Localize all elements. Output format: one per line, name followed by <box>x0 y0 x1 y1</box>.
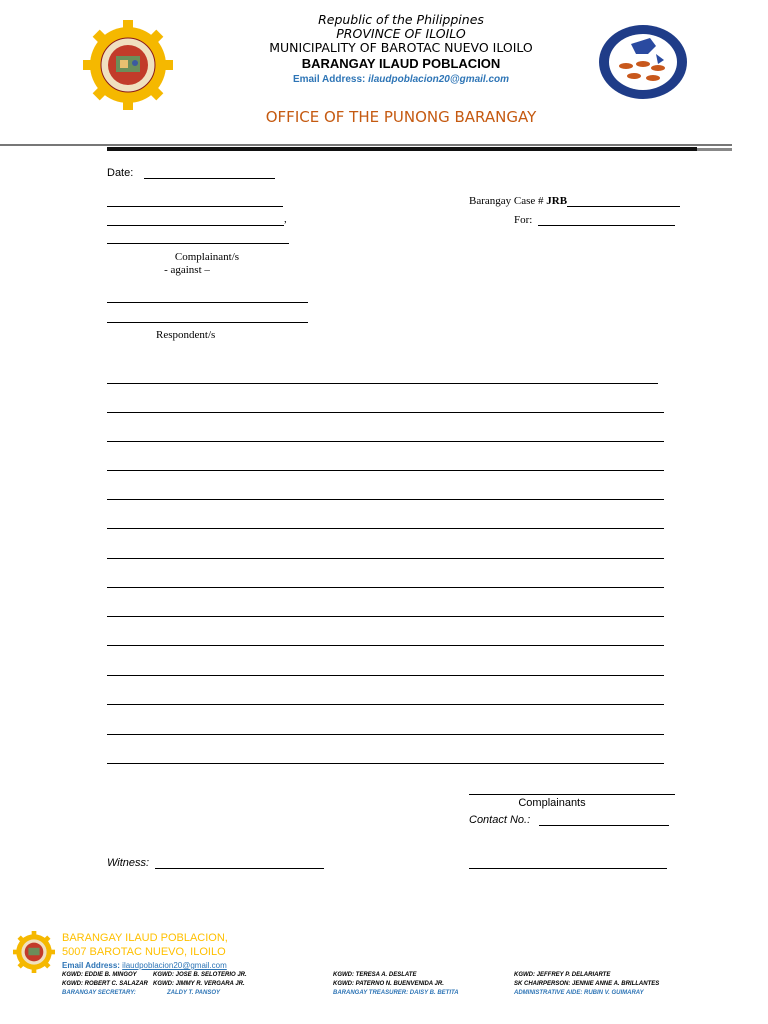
header-divider-tail <box>697 148 732 151</box>
narrative-line[interactable] <box>107 734 664 735</box>
date-field[interactable] <box>144 166 275 179</box>
footer-email <box>62 961 227 970</box>
header-email <box>200 74 602 85</box>
header-divider <box>107 147 697 151</box>
header-email-label: Email Address: <box>292 74 369 85</box>
header-municipality: MUNICIPALITY OF BAROTAC NUEVO ILOILO <box>269 40 533 55</box>
for-field[interactable] <box>538 213 675 226</box>
header-email-value[interactable]: ilaudpoblacion20@gmail.com <box>368 74 510 85</box>
case-number-label: Barangay Case # <box>469 195 547 207</box>
witness-row <box>107 856 324 869</box>
narrative-line[interactable] <box>107 499 664 500</box>
footer-official-kgwd-6: KGWD: PATERNO N. BUENVENIDA JR. <box>333 981 444 987</box>
narrative-line[interactable] <box>107 441 664 442</box>
complainant-name-line-1[interactable] <box>107 206 283 207</box>
office-title: OFFICE OF THE PUNONG BARANGAY <box>265 108 537 126</box>
footer-official-kgwd-2: KGWD: ROBERT C. SALAZAR <box>62 981 148 987</box>
footer-official-kgwd-3: KGWD: JOSE B. SELOTERIO JR. <box>153 972 247 978</box>
footer-official-kgwd-7: KGWD: JEFFREY P. DELARIARTE <box>514 972 611 978</box>
narrative-line[interactable] <box>107 412 664 413</box>
footer-official-kgwd-5: KGWD: TERESA A. DESLATE <box>333 972 417 978</box>
contact-row <box>469 813 669 826</box>
header-republic: Republic of the Philippines <box>318 12 484 27</box>
footer-official-secretary-label: BARANGAY SECRETARY: <box>62 990 136 996</box>
footer-official-treasurer: BARANGAY TREASURER: DAISY B. BETITA <box>333 990 459 996</box>
footer-official-sk-chair: SK CHAIRPERSON: JENNIE ANNE A. BRILLANTES <box>514 981 660 987</box>
complainant-comma: , <box>284 213 287 225</box>
complainant-address-line[interactable] <box>107 243 289 244</box>
narrative-line[interactable] <box>107 528 664 529</box>
narrative-line[interactable] <box>107 616 664 617</box>
footer-official-secretary-name: ZALDY T. PANSOY <box>167 990 221 996</box>
case-number-row <box>469 194 680 207</box>
liga-ng-mga-barangay-seal-logo <box>598 24 688 100</box>
footer-official-kgwd-1: KGWD: EDDIE B. MINGOY <box>62 972 137 978</box>
for-row <box>514 213 675 226</box>
respondent-label: Respondent/s <box>156 329 216 341</box>
complainant-label: Complainant/s <box>174 251 240 263</box>
complainants-signature-label: Complainants <box>518 797 586 809</box>
narrative-line[interactable] <box>107 675 664 676</box>
header-divider-shadow <box>0 144 732 146</box>
complainant-name-line-2[interactable] <box>107 225 284 226</box>
date-label: Date: <box>107 167 134 179</box>
footer-email-value[interactable]: ilaudpoblacion20@gmail.com <box>122 961 227 970</box>
narrative-line[interactable] <box>107 704 664 705</box>
witness-label: Witness: <box>107 857 150 869</box>
footer-official-admin-aide: ADMINISTRATIVE AIDE: RUBIN V. GUIMARAY <box>514 990 644 996</box>
date-row <box>107 166 275 179</box>
narrative-line[interactable] <box>107 558 664 559</box>
narrative-line[interactable] <box>107 383 658 384</box>
witness-field[interactable] <box>155 856 324 869</box>
footer-official-kgwd-4: KGWD: JIMMY R. VERGARA JR. <box>153 981 245 987</box>
narrative-line[interactable] <box>107 470 664 471</box>
against-label: - against – <box>164 264 210 276</box>
footer-address-line-1: BARANGAY ILAUD POBLACION, <box>62 932 228 944</box>
case-number-prefix: JRB <box>546 195 568 207</box>
respondent-name-line-1[interactable] <box>107 302 308 303</box>
narrative-line[interactable] <box>107 763 664 764</box>
for-label: For: <box>514 214 533 226</box>
barangay-seal-logo <box>83 20 173 110</box>
header-barangay-name: BARANGAY ILAUD POBLACION <box>301 56 501 71</box>
footer-address-line-2: 5007 BAROTAC NUEVO, ILOILO <box>62 946 226 958</box>
second-witness-line[interactable] <box>469 868 667 869</box>
header-province: PROVINCE OF ILOILO <box>336 26 466 41</box>
contact-field[interactable] <box>539 813 669 826</box>
narrative-line[interactable] <box>107 587 664 588</box>
respondent-name-line-2[interactable] <box>107 322 308 323</box>
footer-seal-logo <box>13 931 55 973</box>
contact-label: Contact No.: <box>469 814 531 826</box>
footer-email-label: Email Address: <box>62 961 123 970</box>
complainant-signature-line[interactable] <box>469 794 675 795</box>
narrative-line[interactable] <box>107 645 664 646</box>
case-number-field[interactable] <box>567 194 680 207</box>
